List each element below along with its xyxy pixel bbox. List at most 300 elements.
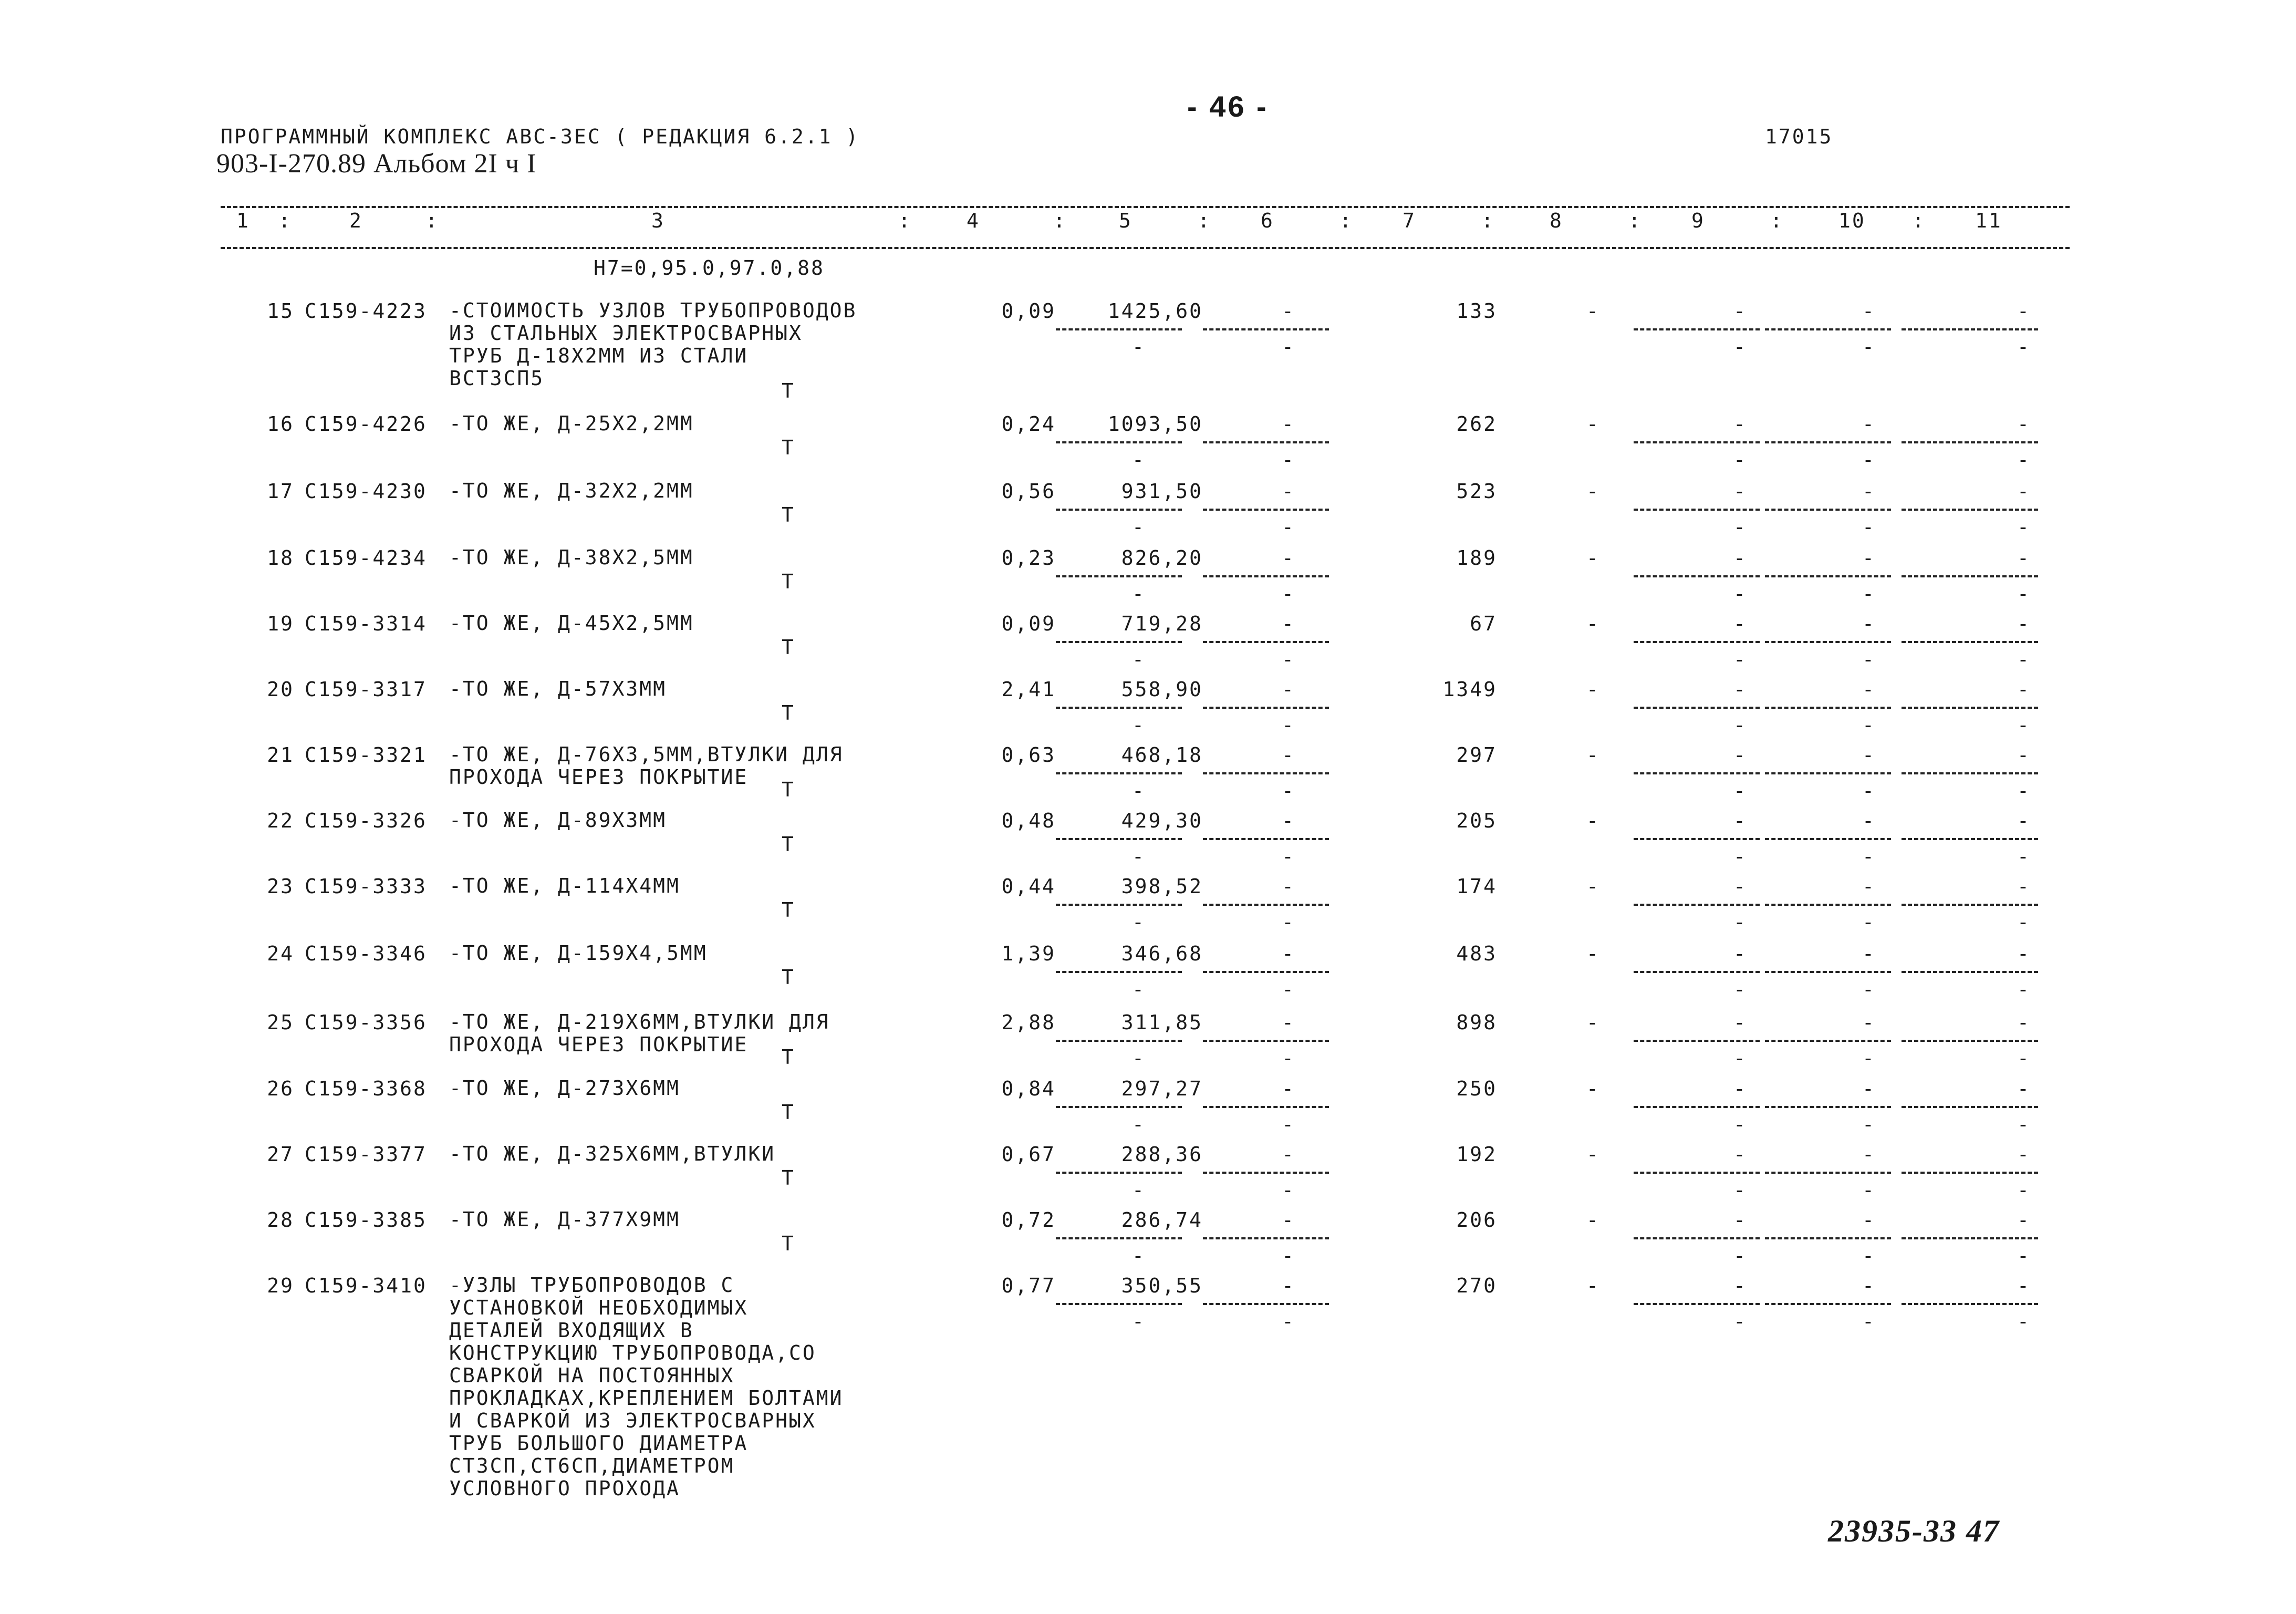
row-col9-value: - <box>1733 942 1747 965</box>
row-subtotal-rule <box>1902 838 2038 840</box>
row-col6-value: - <box>1282 875 1295 898</box>
row-secondary-value: - <box>1132 515 1146 539</box>
row-subtotal-rule <box>1902 971 2038 973</box>
row-secondary-value: - <box>1733 978 1747 1001</box>
row-col7-value: 206 <box>1456 1208 1497 1232</box>
row-subtotal-rule <box>1634 509 1760 511</box>
row-secondary-value: - <box>2017 335 2031 358</box>
row-col8-value: - <box>1586 875 1600 898</box>
row-secondary-value: - <box>2017 1113 2031 1136</box>
row-number: 27 <box>267 1143 294 1166</box>
row-subtotal-rule <box>1634 641 1760 643</box>
row-secondary-value: - <box>1282 448 1295 471</box>
row-subtotal-rule <box>1902 772 2038 774</box>
row-number: 21 <box>267 743 294 767</box>
row-secondary-value: - <box>1862 713 1876 737</box>
row-subtotal-rule <box>1056 441 1182 443</box>
row-subtotal-rule <box>1056 1172 1182 1174</box>
row-col8-value: - <box>1586 1011 1600 1034</box>
row-subtotal-rule <box>1765 509 1891 511</box>
header-separator: : <box>1198 209 1211 232</box>
row-subtotal-rule <box>1203 971 1329 973</box>
row-unit-marker: Т <box>782 778 795 801</box>
row-unit-marker: Т <box>782 379 795 402</box>
row-secondary-value: - <box>1132 448 1146 471</box>
row-description: -ТО ЖЕ, Д-273Х6ММ <box>449 1077 680 1100</box>
row-secondary-value: - <box>1282 335 1295 358</box>
row-description: -ТО ЖЕ, Д-45Х2,5ММ <box>449 612 694 635</box>
row-col9-value: - <box>1733 612 1747 635</box>
row-code: С159-4234 <box>305 546 427 570</box>
row-quantity: 0,24 <box>1001 412 1056 436</box>
row-col8-value: - <box>1586 412 1600 436</box>
row-col7-value: 250 <box>1456 1077 1497 1100</box>
row-number: 19 <box>267 612 294 635</box>
row-col9-value: - <box>1733 875 1747 898</box>
row-code: С159-3346 <box>305 942 427 965</box>
row-subtotal-rule <box>1765 772 1891 774</box>
row-secondary-value: - <box>1862 582 1876 605</box>
row-subtotal-rule <box>1765 971 1891 973</box>
row-col7-value: 133 <box>1456 299 1497 323</box>
row-subtotal-rule <box>1634 838 1760 840</box>
row-quantity: 0,63 <box>1001 743 1056 767</box>
row-unit-price: 286,74 <box>1121 1208 1203 1232</box>
row-subtotal-rule <box>1634 1172 1760 1174</box>
row-subtotal-rule <box>1203 328 1329 330</box>
row-col10-value: - <box>1862 299 1876 323</box>
row-secondary-value: - <box>1862 911 1876 934</box>
row-subtotal-rule <box>1056 1040 1182 1042</box>
row-secondary-value: - <box>1862 1113 1876 1136</box>
row-secondary-value: - <box>1132 582 1146 605</box>
row-code: С159-3321 <box>305 743 427 767</box>
row-unit-marker: Т <box>782 1046 795 1069</box>
row-col9-value: - <box>1733 743 1747 767</box>
header-separator: : <box>425 209 439 232</box>
row-secondary-value: - <box>1282 1047 1295 1070</box>
row-subtotal-rule <box>1203 1237 1329 1239</box>
row-secondary-value: - <box>1733 911 1747 934</box>
row-unit-price: 288,36 <box>1121 1143 1203 1166</box>
row-col6-value: - <box>1282 1208 1295 1232</box>
row-code: С159-4226 <box>305 412 427 436</box>
header-col-1: 1 <box>236 209 250 232</box>
row-col11-value: - <box>2017 1208 2031 1232</box>
row-col7-value: 1349 <box>1442 678 1497 701</box>
row-description: -ТО ЖЕ, Д-159Х4,5ММ <box>449 942 708 965</box>
row-col7-value: 483 <box>1456 942 1497 965</box>
row-secondary-value: - <box>1733 779 1747 802</box>
row-number: 26 <box>267 1077 294 1100</box>
header-col-2: 2 <box>349 209 363 232</box>
row-col6-value: - <box>1282 1274 1295 1297</box>
row-quantity: 0,84 <box>1001 1077 1056 1100</box>
row-quantity: 0,44 <box>1001 875 1056 898</box>
row-number: 16 <box>267 412 294 436</box>
row-subtotal-rule <box>1634 904 1760 906</box>
row-col6-value: - <box>1282 942 1295 965</box>
row-col6-value: - <box>1282 743 1295 767</box>
header-col-8: 8 <box>1550 209 1563 232</box>
row-code: С159-3356 <box>305 1011 427 1034</box>
row-description: -УЗЛЫ ТРУБОПРОВОДОВ С УСТАНОВКОЙ НЕОБХОДИМЫХ ДЕТАЛЕЙ ВХОДЯЩИХ В КОНСТРУКЦИЮ ТРУБОПРОВОДА,СО СВАРКОЙ НА ПОСТОЯННЫХ ПРОКЛАДКАХ,КРЕПЛЕНИЕМ БОЛТАМИ И СВАРКОЙ ИЗ ЭЛЕКТРОСВАРНЫХ ТРУБ БОЛЬШОГО ДИАМЕТРА СТ3СП,СТ6СП,ДИАМЕТРОМ УСЛОВНОГО ПРОХОДА <box>449 1274 844 1500</box>
row-subtotal-rule <box>1203 575 1329 577</box>
row-col7-value: 898 <box>1456 1011 1497 1034</box>
row-quantity: 1,39 <box>1001 942 1056 965</box>
row-col9-value: - <box>1733 1208 1747 1232</box>
row-unit-price: 558,90 <box>1121 678 1203 701</box>
row-description: -СТОИМОСТЬ УЗЛОВ ТРУБОПРОВОДОВ ИЗ СТАЛЬНЫХ ЭЛЕКТРОСВАРНЫХ ТРУБ Д-18Х2ММ ИЗ СТАЛИ ВСТ3СП5 <box>449 299 857 390</box>
row-secondary-value: - <box>1132 911 1146 934</box>
row-number: 22 <box>267 809 294 832</box>
row-unit-marker: Т <box>782 966 795 989</box>
row-description: -ТО ЖЕ, Д-25Х2,2ММ <box>449 412 694 435</box>
row-secondary-value: - <box>1132 1047 1146 1070</box>
row-col7-value: 174 <box>1456 875 1497 898</box>
row-subtotal-rule <box>1765 328 1891 330</box>
album-title: 903-I-270.89 Альбом 2I ч I <box>216 149 537 179</box>
row-subtotal-rule <box>1634 1106 1760 1108</box>
row-subtotal-rule <box>1203 1040 1329 1042</box>
header-separator: : <box>898 209 912 232</box>
row-secondary-value: - <box>1862 515 1876 539</box>
row-secondary-value: - <box>1733 713 1747 737</box>
row-description: -ТО ЖЕ, Д-325Х6ММ,ВТУЛКИ <box>449 1142 776 1165</box>
row-secondary-value: - <box>1862 779 1876 802</box>
row-unit-marker: Т <box>782 833 795 856</box>
row-subtotal-rule <box>1203 904 1329 906</box>
row-subtotal-rule <box>1056 575 1182 577</box>
page-number: - 46 - <box>1187 90 1269 123</box>
row-col7-value: 67 <box>1470 612 1497 635</box>
row-secondary-value: - <box>2017 582 2031 605</box>
row-description: -ТО ЖЕ, Д-38Х2,5ММ <box>449 546 694 569</box>
row-unit-price: 1425,60 <box>1107 299 1203 323</box>
row-subtotal-rule <box>1902 1237 2038 1239</box>
row-col10-value: - <box>1862 1011 1876 1034</box>
row-col10-value: - <box>1862 612 1876 635</box>
row-subtotal-rule <box>1634 441 1760 443</box>
row-col11-value: - <box>2017 875 2031 898</box>
row-subtotal-rule <box>1203 772 1329 774</box>
row-col10-value: - <box>1862 743 1876 767</box>
row-col7-value: 270 <box>1456 1274 1497 1297</box>
row-col9-value: - <box>1733 1077 1747 1100</box>
row-subtotal-rule <box>1902 641 2038 643</box>
row-col6-value: - <box>1282 480 1295 503</box>
row-secondary-value: - <box>1862 1244 1876 1267</box>
row-code: С159-3333 <box>305 875 427 898</box>
row-secondary-value: - <box>1282 582 1295 605</box>
header-separator: : <box>1481 209 1495 232</box>
row-subtotal-rule <box>1634 707 1760 709</box>
row-secondary-value: - <box>2017 648 2031 671</box>
row-secondary-value: - <box>1733 1310 1747 1333</box>
row-col6-value: - <box>1282 678 1295 701</box>
row-secondary-value: - <box>1862 648 1876 671</box>
row-number: 29 <box>267 1274 294 1297</box>
table-subtitle: Н7=0,95.0,97.0,88 <box>594 256 825 280</box>
row-quantity: 0,67 <box>1001 1143 1056 1166</box>
row-secondary-value: - <box>1282 911 1295 934</box>
row-subtotal-rule <box>1765 641 1891 643</box>
row-col11-value: - <box>2017 612 2031 635</box>
row-secondary-value: - <box>2017 978 2031 1001</box>
row-col6-value: - <box>1282 546 1295 570</box>
row-col7-value: 189 <box>1456 546 1497 570</box>
row-code: С159-3326 <box>305 809 427 832</box>
row-secondary-value: - <box>1733 1178 1747 1202</box>
row-secondary-value: - <box>1282 515 1295 539</box>
row-col11-value: - <box>2017 1274 2031 1297</box>
row-col11-value: - <box>2017 1011 2031 1034</box>
row-unit-marker: Т <box>782 436 795 459</box>
row-col8-value: - <box>1586 809 1600 832</box>
row-secondary-value: - <box>1282 1244 1295 1267</box>
row-subtotal-rule <box>1056 509 1182 511</box>
header-separator: : <box>1053 209 1067 232</box>
row-unit-marker: Т <box>782 701 795 725</box>
row-col8-value: - <box>1586 612 1600 635</box>
row-col9-value: - <box>1733 1143 1747 1166</box>
row-number: 17 <box>267 480 294 503</box>
row-secondary-value: - <box>1132 648 1146 671</box>
row-subtotal-rule <box>1634 1303 1760 1305</box>
row-subtotal-rule <box>1056 971 1182 973</box>
header-separator: : <box>1912 209 1926 232</box>
row-code: С159-4230 <box>305 480 427 503</box>
row-col10-value: - <box>1862 1208 1876 1232</box>
row-number: 24 <box>267 942 294 965</box>
row-secondary-value: - <box>1733 845 1747 868</box>
row-subtotal-rule <box>1203 1303 1329 1305</box>
row-subtotal-rule <box>1056 772 1182 774</box>
row-col11-value: - <box>2017 942 2031 965</box>
row-quantity: 2,41 <box>1001 678 1056 701</box>
row-col8-value: - <box>1586 678 1600 701</box>
row-secondary-value: - <box>1862 335 1876 358</box>
row-quantity: 2,88 <box>1001 1011 1056 1034</box>
row-quantity: 0,09 <box>1001 612 1056 635</box>
row-unit-price: 346,68 <box>1121 942 1203 965</box>
row-secondary-value: - <box>1733 582 1747 605</box>
row-subtotal-rule <box>1634 575 1760 577</box>
row-secondary-value: - <box>1282 845 1295 868</box>
header-col-11: 11 <box>1975 209 2002 232</box>
row-unit-price: 826,20 <box>1121 546 1203 570</box>
row-description: -ТО ЖЕ, Д-32Х2,2ММ <box>449 479 694 502</box>
row-number: 25 <box>267 1011 294 1034</box>
row-subtotal-rule <box>1203 1172 1329 1174</box>
row-unit-price: 311,85 <box>1121 1011 1203 1034</box>
document-number: 17015 <box>1765 125 1833 148</box>
row-description: -ТО ЖЕ, Д-114Х4ММ <box>449 874 680 897</box>
row-secondary-value: - <box>1862 845 1876 868</box>
row-col8-value: - <box>1586 942 1600 965</box>
row-secondary-value: - <box>1132 335 1146 358</box>
row-col7-value: 205 <box>1456 809 1497 832</box>
row-secondary-value: - <box>1132 845 1146 868</box>
row-subtotal-rule <box>1056 1237 1182 1239</box>
row-code: С159-4223 <box>305 299 427 323</box>
row-col9-value: - <box>1733 480 1747 503</box>
row-subtotal-rule <box>1056 838 1182 840</box>
row-col10-value: - <box>1862 480 1876 503</box>
row-unit-price: 398,52 <box>1121 875 1203 898</box>
row-secondary-value: - <box>1733 515 1747 539</box>
row-secondary-value: - <box>2017 1178 2031 1202</box>
row-secondary-value: - <box>1733 1047 1747 1070</box>
row-col11-value: - <box>2017 299 2031 323</box>
row-secondary-value: - <box>2017 779 2031 802</box>
footer-handwritten-number: 23935-33 47 <box>1828 1514 2000 1548</box>
row-unit-marker: Т <box>782 503 795 526</box>
row-secondary-value: - <box>1282 713 1295 737</box>
row-col10-value: - <box>1862 809 1876 832</box>
row-subtotal-rule <box>1634 772 1760 774</box>
row-subtotal-rule <box>1765 1172 1891 1174</box>
row-secondary-value: - <box>1733 335 1747 358</box>
row-col9-value: - <box>1733 678 1747 701</box>
row-secondary-value: - <box>2017 448 2031 471</box>
row-secondary-value: - <box>1862 1310 1876 1333</box>
row-secondary-value: - <box>1282 1178 1295 1202</box>
row-col7-value: 262 <box>1456 412 1497 436</box>
row-col8-value: - <box>1586 1274 1600 1297</box>
row-secondary-value: - <box>1862 978 1876 1001</box>
row-quantity: 0,72 <box>1001 1208 1056 1232</box>
row-secondary-value: - <box>1282 978 1295 1001</box>
row-col11-value: - <box>2017 480 2031 503</box>
row-secondary-value: - <box>1733 648 1747 671</box>
row-code: С159-3385 <box>305 1208 427 1232</box>
row-unit-price: 468,18 <box>1121 743 1203 767</box>
row-col11-value: - <box>2017 809 2031 832</box>
row-col8-value: - <box>1586 480 1600 503</box>
row-subtotal-rule <box>1902 575 2038 577</box>
row-subtotal-rule <box>1056 328 1182 330</box>
row-number: 28 <box>267 1208 294 1232</box>
row-subtotal-rule <box>1902 509 2038 511</box>
row-subtotal-rule <box>1056 707 1182 709</box>
row-code: С159-3314 <box>305 612 427 635</box>
row-col8-value: - <box>1586 299 1600 323</box>
header-separator: : <box>278 209 292 232</box>
row-unit-marker: Т <box>782 898 795 922</box>
row-col6-value: - <box>1282 612 1295 635</box>
header-separator: : <box>1339 209 1353 232</box>
row-secondary-value: - <box>1862 1047 1876 1070</box>
row-col8-value: - <box>1586 1143 1600 1166</box>
row-unit-price: 719,28 <box>1121 612 1203 635</box>
row-quantity: 0,56 <box>1001 480 1056 503</box>
header-col-5: 5 <box>1119 209 1133 232</box>
row-subtotal-rule <box>1056 1106 1182 1108</box>
row-quantity: 0,23 <box>1001 546 1056 570</box>
row-col9-value: - <box>1733 546 1747 570</box>
row-col11-value: - <box>2017 678 2031 701</box>
row-unit-marker: Т <box>782 570 795 593</box>
row-secondary-value: - <box>2017 1047 2031 1070</box>
header-separator: : <box>1770 209 1784 232</box>
row-secondary-value: - <box>1733 448 1747 471</box>
row-col6-value: - <box>1282 1143 1295 1166</box>
row-secondary-value: - <box>1132 713 1146 737</box>
row-col10-value: - <box>1862 942 1876 965</box>
row-number: 23 <box>267 875 294 898</box>
row-quantity: 0,09 <box>1001 299 1056 323</box>
row-secondary-value: - <box>1132 1244 1146 1267</box>
row-secondary-value: - <box>1282 779 1295 802</box>
row-subtotal-rule <box>1203 707 1329 709</box>
row-col11-value: - <box>2017 1077 2031 1100</box>
row-col7-value: 297 <box>1456 743 1497 767</box>
row-secondary-value: - <box>2017 911 2031 934</box>
row-secondary-value: - <box>1282 1310 1295 1333</box>
row-subtotal-rule <box>1902 1040 2038 1042</box>
row-col6-value: - <box>1282 809 1295 832</box>
row-col8-value: - <box>1586 743 1600 767</box>
row-subtotal-rule <box>1203 641 1329 643</box>
row-subtotal-rule <box>1203 509 1329 511</box>
row-col10-value: - <box>1862 875 1876 898</box>
row-number: 20 <box>267 678 294 701</box>
row-col9-value: - <box>1733 299 1747 323</box>
row-subtotal-rule <box>1203 838 1329 840</box>
row-quantity: 0,77 <box>1001 1274 1056 1297</box>
header-col-6: 6 <box>1261 209 1274 232</box>
row-code: С159-3368 <box>305 1077 427 1100</box>
row-col10-value: - <box>1862 1274 1876 1297</box>
row-subtotal-rule <box>1056 641 1182 643</box>
row-secondary-value: - <box>1132 779 1146 802</box>
row-subtotal-rule <box>1056 904 1182 906</box>
row-col10-value: - <box>1862 678 1876 701</box>
row-unit-price: 297,27 <box>1121 1077 1203 1100</box>
row-subtotal-rule <box>1056 1303 1182 1305</box>
row-col10-value: - <box>1862 1077 1876 1100</box>
row-description: -ТО ЖЕ, Д-76Х3,5ММ,ВТУЛКИ ДЛЯ ПРОХОДА ЧЕРЕЗ ПОКРЫТИЕ <box>449 743 844 789</box>
row-number: 18 <box>267 546 294 570</box>
row-secondary-value: - <box>2017 845 2031 868</box>
row-col7-value: 523 <box>1456 480 1497 503</box>
row-col6-value: - <box>1282 412 1295 436</box>
row-secondary-value: - <box>1733 1244 1747 1267</box>
row-col11-value: - <box>2017 1143 2031 1166</box>
row-secondary-value: - <box>2017 515 2031 539</box>
row-col11-value: - <box>2017 743 2031 767</box>
row-secondary-value: - <box>1282 1113 1295 1136</box>
row-subtotal-rule <box>1203 1106 1329 1108</box>
row-col6-value: - <box>1282 299 1295 323</box>
row-subtotal-rule <box>1765 1040 1891 1042</box>
row-col9-value: - <box>1733 1274 1747 1297</box>
row-col6-value: - <box>1282 1077 1295 1100</box>
row-subtotal-rule <box>1902 1106 2038 1108</box>
row-secondary-value: - <box>1733 1113 1747 1136</box>
row-col9-value: - <box>1733 1011 1747 1034</box>
row-subtotal-rule <box>1765 904 1891 906</box>
row-subtotal-rule <box>1634 1237 1760 1239</box>
row-col8-value: - <box>1586 546 1600 570</box>
row-col9-value: - <box>1733 809 1747 832</box>
row-secondary-value: - <box>1132 1310 1146 1333</box>
header-col-7: 7 <box>1402 209 1416 232</box>
row-subtotal-rule <box>1765 838 1891 840</box>
row-col11-value: - <box>2017 546 2031 570</box>
row-subtotal-rule <box>1902 1303 2038 1305</box>
